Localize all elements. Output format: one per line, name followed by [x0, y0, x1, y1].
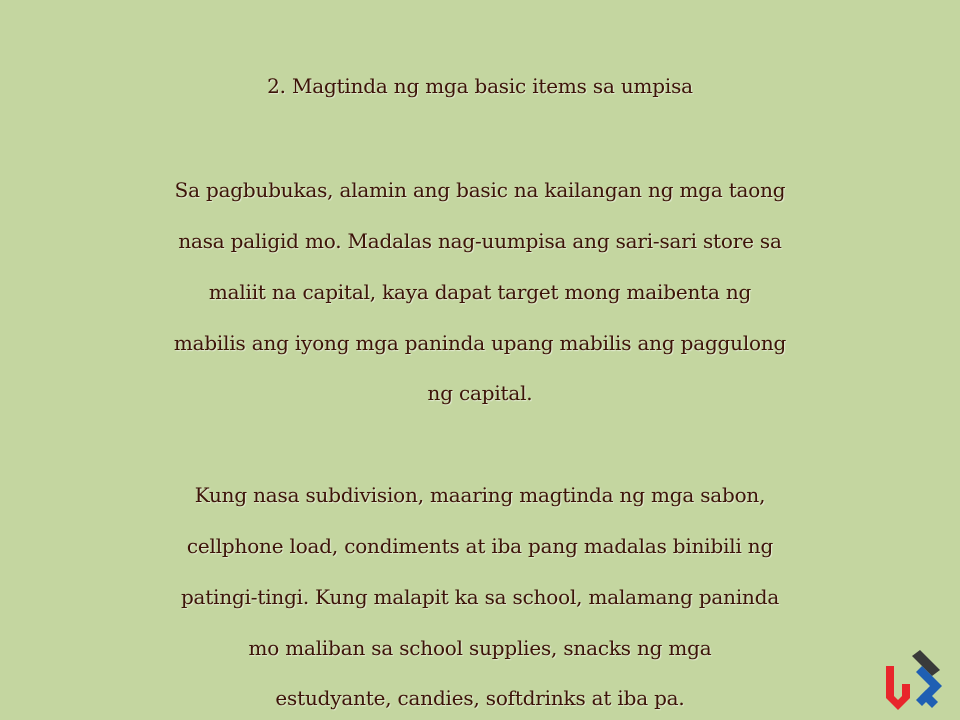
paragraph1-line-4: mabilis ang iyong mga paninda upang mabilis ang paggulong [173, 331, 787, 355]
paragraph2-line-3: patingi-tingi. Kung malapit ka sa school, malamang paninda [180, 585, 780, 609]
paragraph2-line-2: cellphone load, condiments at iba pang madalas binibili ng [186, 534, 774, 558]
paragraph2-line-4: mo maliban sa school supplies, snacks ng mga [248, 636, 712, 660]
slide-title: 2. Magtinda ng mga basic items sa umpisa [267, 74, 693, 98]
paragraph1-line-3: maliit na capital, kaya dapat target mong maibenta ng [208, 280, 752, 304]
paragraph1-line-1: Sa pagbubukas, alamin ang basic na kailangan ng mga taong [174, 178, 786, 202]
paragraph1-line-5: ng capital. [427, 381, 533, 405]
paragraph2-line-1: Kung nasa subdivision, maaring magtinda ng mga sabon, [194, 483, 766, 507]
paragraph1-line-2: nasa paligid mo. Madalas nag-uumpisa ang sari-sari store sa [178, 229, 782, 253]
jbs-logo-icon [882, 646, 954, 714]
paragraph2-line-5: estudyante, candies, softdrinks at iba pa. [275, 686, 685, 710]
